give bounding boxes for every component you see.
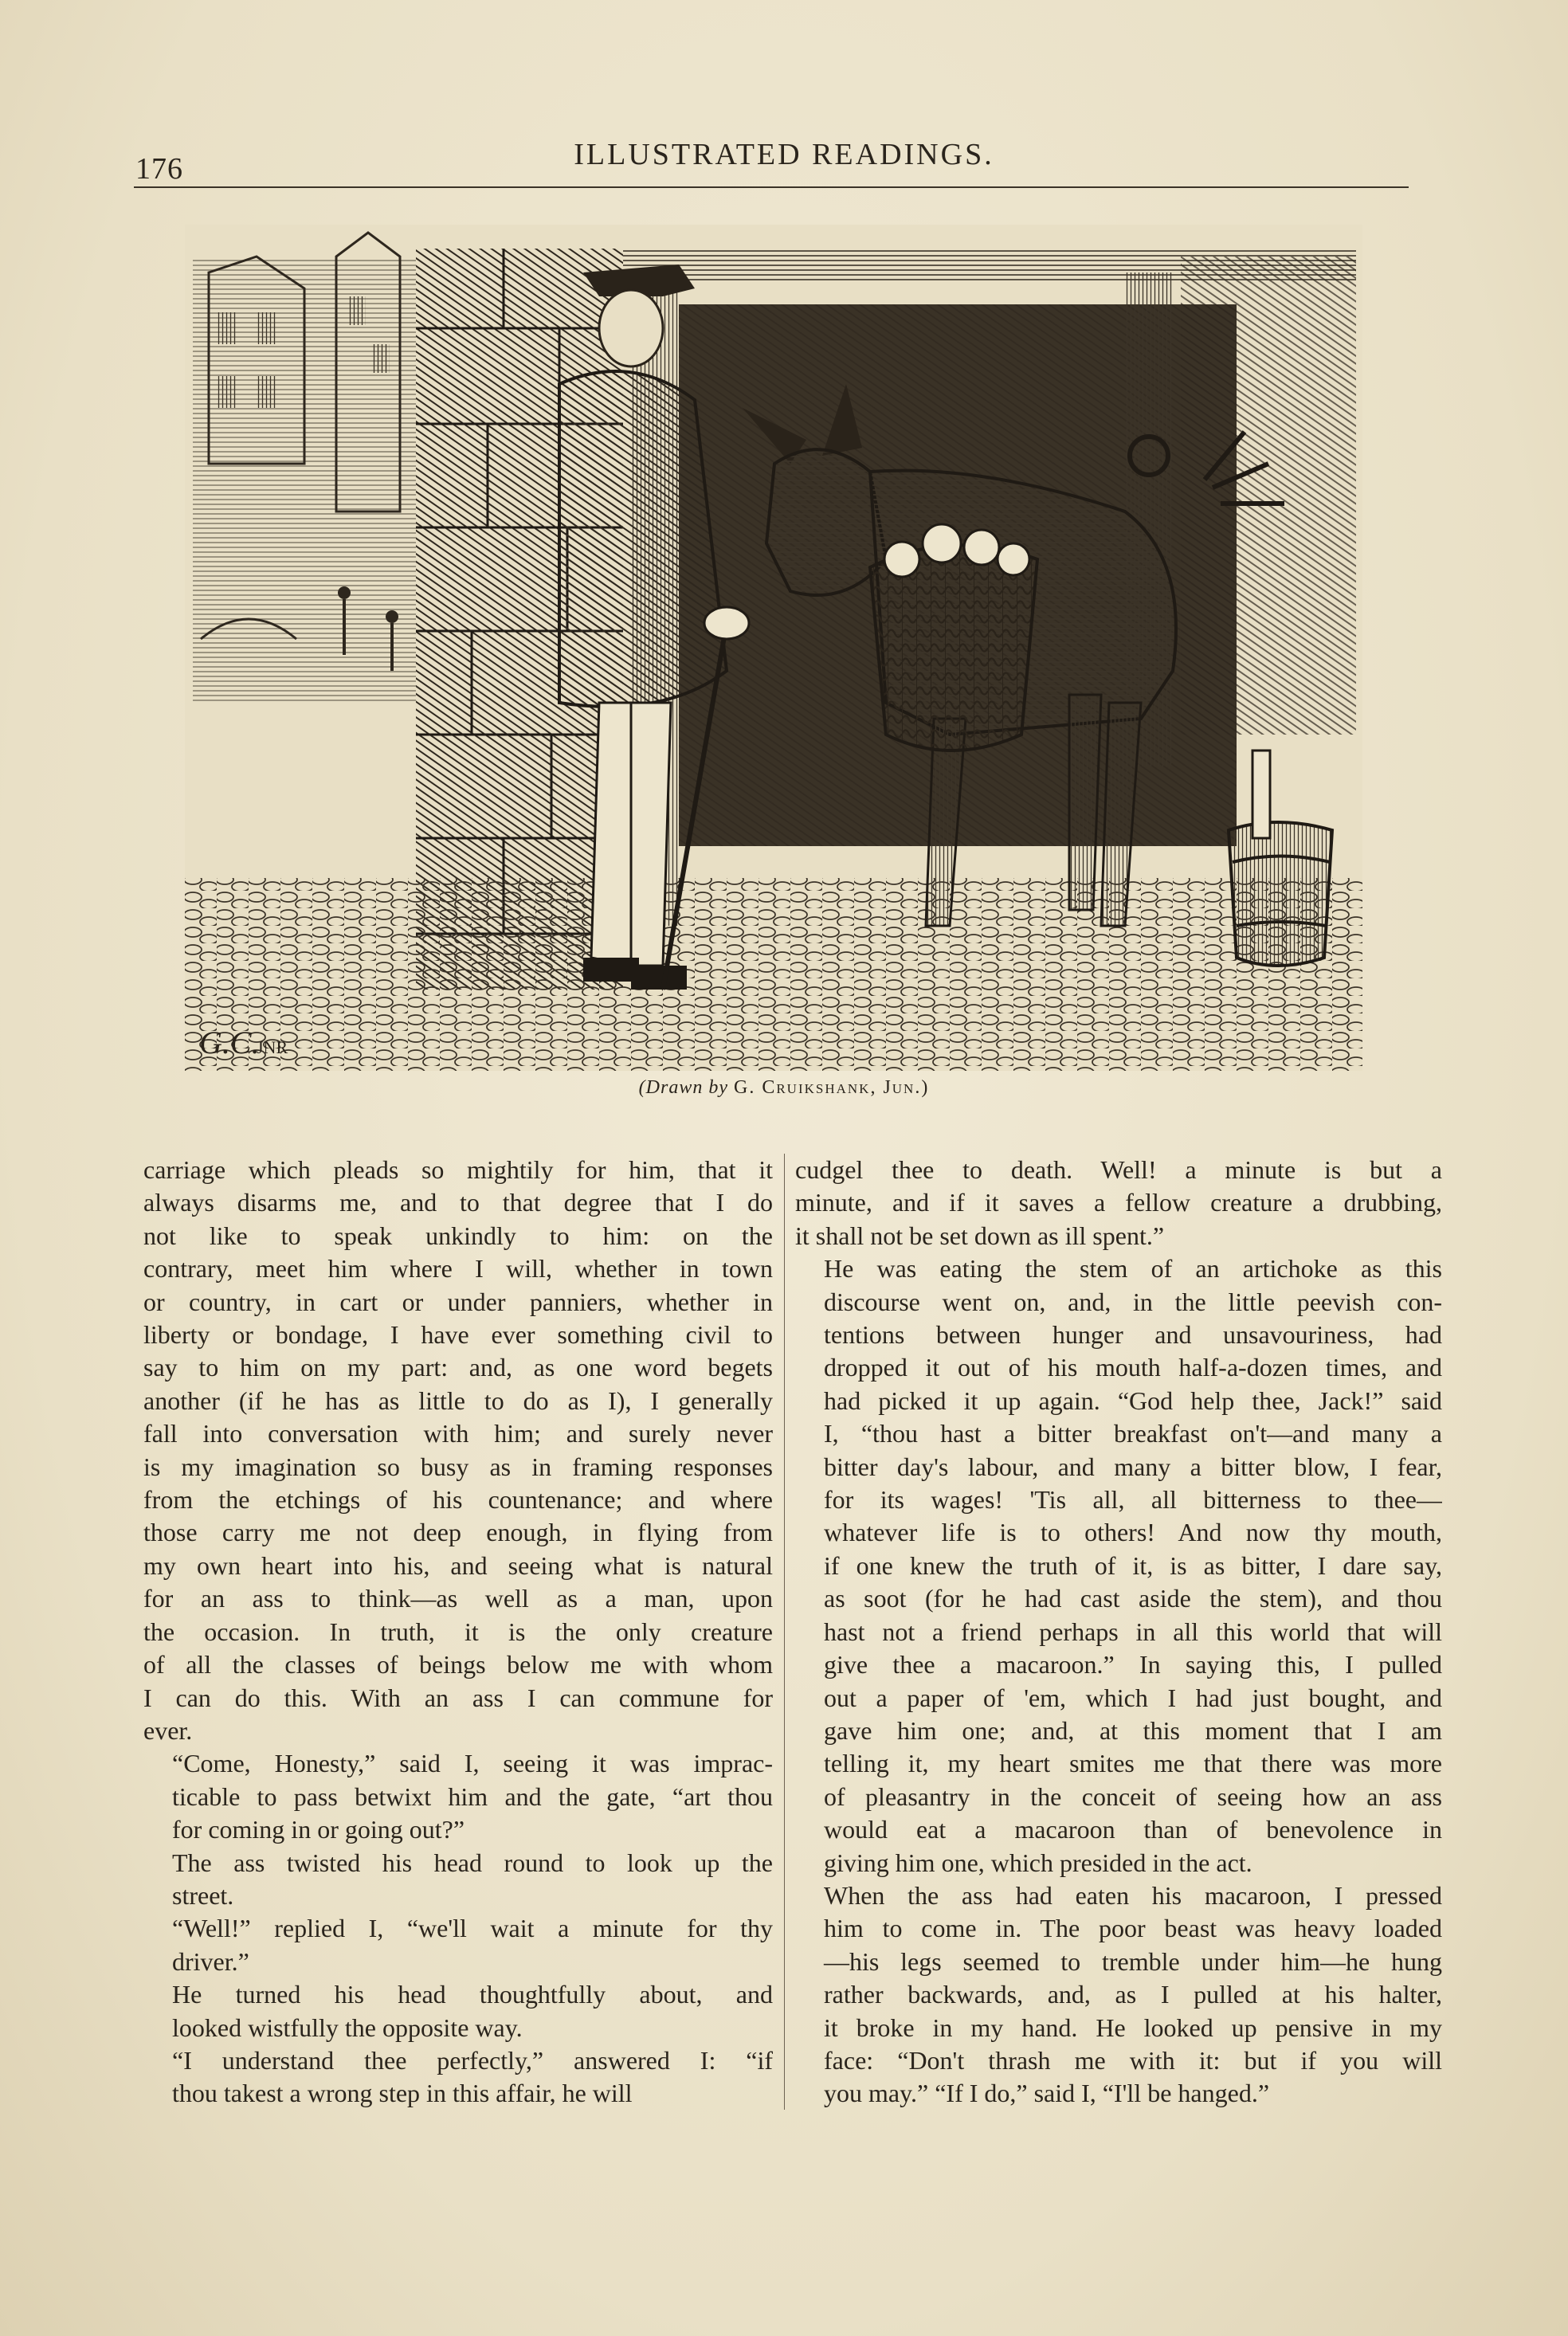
street-background bbox=[193, 233, 416, 703]
text-line: He turned his head thoughtfully about, and bbox=[172, 1980, 773, 2009]
text-line: carriage which pleads so mightily for him, that it bbox=[143, 1155, 773, 1184]
text-line: When the ass had eaten his macaroon, I pressed bbox=[824, 1880, 1442, 1910]
paragraph bbox=[795, 1154, 1442, 1252]
text-line: say to him on my part: and, as one word begets bbox=[143, 1353, 773, 1382]
text-line: from the etchings of his countenance; and where bbox=[143, 1485, 773, 1515]
paragraph bbox=[143, 1747, 773, 1846]
text-line: it shall not be set down as ill spent.” bbox=[795, 1221, 1165, 1250]
paragraph bbox=[143, 1978, 773, 2044]
text-line: the occasion. In truth, it is the only creature bbox=[143, 1617, 773, 1646]
text-line: those carry me not deep enough, in flying from bbox=[143, 1518, 773, 1547]
text-line: gave him one; and, at this moment that I am bbox=[824, 1715, 1442, 1745]
header-rule bbox=[134, 186, 1409, 188]
text-line: if one knew the truth of it, is as bitter, I dare say, bbox=[824, 1550, 1442, 1580]
text-line: is my imagination so busy as in framing responses bbox=[143, 1452, 773, 1481]
text-line: The ass twisted his head round to look up the bbox=[172, 1848, 773, 1877]
caption-prefix: (Drawn by bbox=[638, 1077, 728, 1098]
text-line: not like to speak unkindly to him: on the bbox=[143, 1221, 773, 1250]
paragraph bbox=[143, 2044, 773, 2111]
text-line: cudgel thee to death. Well! a minute is but a bbox=[795, 1155, 1442, 1184]
text-line: contrary, meet him where I will, whether in town bbox=[143, 1254, 773, 1284]
text-line: another (if he has as little to do as I), I generally bbox=[143, 1386, 773, 1415]
text-line: ticable to pass betwixt him and the gate, “art thou bbox=[172, 1781, 773, 1811]
illustration-caption bbox=[0, 1077, 1568, 1099]
text-line: discourse went on, and, in the little peevish con- bbox=[824, 1287, 1442, 1316]
text-line: looked wistfully the opposite way. bbox=[172, 2013, 523, 2042]
text-line: for its wages! 'Tis all, all bitterness to thee— bbox=[824, 1485, 1442, 1515]
text-line: my own heart into his, and seeing what is natural bbox=[143, 1550, 773, 1580]
text-line: for an ass to think—as well as a man, upon bbox=[143, 1584, 773, 1613]
paragraph bbox=[143, 1154, 773, 1747]
svg-text:G.C.: G.C. bbox=[199, 1025, 260, 1060]
text-line: you may.” “If I do,” said I, “I'll be hanged.” bbox=[824, 2079, 1270, 2108]
text-line: I, “thou hast a bitter breakfast on't—and many a bbox=[824, 1419, 1442, 1448]
text-line: of all the classes of beings below me with whom bbox=[143, 1650, 773, 1679]
text-line: hast not a friend perhaps in all this world that will bbox=[824, 1617, 1442, 1646]
running-title: ILLUSTRATED READINGS. bbox=[574, 138, 994, 171]
text-line: always disarms me, and to that degree that I do bbox=[143, 1188, 773, 1217]
text-line: tentions between hunger and unsavouriness, had bbox=[824, 1320, 1442, 1350]
caption-artist: G. Cruikshank, Jun.) bbox=[733, 1077, 930, 1098]
text-line: dropped it out of his mouth half-a-dozen times, and bbox=[824, 1353, 1442, 1382]
text-line: ever. bbox=[143, 1715, 193, 1745]
text-line: “Come, Honesty,” said I, seeing it was imprac- bbox=[172, 1749, 773, 1778]
paragraph bbox=[143, 1847, 773, 1913]
column-divider bbox=[784, 1154, 785, 2110]
text-line: whatever life is to others! And now thy mouth, bbox=[824, 1518, 1442, 1547]
page-number: 176 bbox=[135, 152, 183, 186]
text-line: or country, in cart or under panniers, whether in bbox=[143, 1287, 773, 1316]
text-line: as soot (for he had cast aside the stem), and thou bbox=[824, 1584, 1442, 1613]
text-line: rather backwards, and, as I pulled at his halter, bbox=[824, 1980, 1442, 2009]
text-line: thou takest a wrong step in this affair, he will bbox=[172, 2079, 633, 2108]
text-line: minute, and if it saves a fellow creature a drubbing, bbox=[795, 1188, 1442, 1217]
text-line: would eat a macaroon than of benevolence in bbox=[824, 1815, 1442, 1844]
text-line: “Well!” replied I, “we'll wait a minute for thy bbox=[172, 1914, 773, 1943]
text-line: bitter day's labour, and many a bitter blow, I fear, bbox=[824, 1452, 1442, 1481]
cobblestone-ground bbox=[185, 878, 1362, 1071]
text-line: I can do this. With an ass I can commune for bbox=[143, 1683, 773, 1712]
paragraph bbox=[795, 1252, 1442, 1879]
text-line: out a paper of 'em, which I had just bought, and bbox=[824, 1683, 1442, 1712]
svg-text:JNR: JNR bbox=[257, 1037, 288, 1057]
text-line: liberty or bondage, I have ever something civil to bbox=[143, 1320, 773, 1350]
text-line: “I understand thee perfectly,” answered I: “if bbox=[172, 2045, 773, 2075]
text-line: him to come in. The poor beast was heavy loaded bbox=[824, 1914, 1442, 1943]
text-line: street. bbox=[172, 1880, 234, 1910]
text-line: of pleasantry in the conceit of seeing how an ass bbox=[824, 1781, 1442, 1811]
paragraph bbox=[143, 1912, 773, 1978]
text-line: had picked it up again. “God help thee, Jack!” said bbox=[824, 1386, 1442, 1415]
text-line: He was eating the stem of an artichoke as this bbox=[824, 1254, 1442, 1284]
paragraph bbox=[795, 1879, 1442, 2111]
text-line: giving him one, which presided in the act. bbox=[824, 1848, 1252, 1877]
text-line: it broke in my hand. He looked up pensive in my bbox=[824, 2013, 1442, 2042]
text-line: for coming in or going out?” bbox=[172, 1815, 465, 1844]
text-line: telling it, my heart smites me that there was more bbox=[824, 1749, 1442, 1778]
text-line: driver.” bbox=[172, 1946, 249, 1976]
text-line: fall into conversation with him; and surely never bbox=[143, 1419, 773, 1448]
text-line: —his legs seemed to tremble under him—he hung bbox=[824, 1946, 1442, 1976]
text-line: give thee a macaroon.” In saying this, I pulled bbox=[824, 1650, 1442, 1679]
right-column bbox=[795, 1154, 1442, 2111]
engraving-illustration bbox=[185, 225, 1362, 1071]
left-column bbox=[143, 1154, 773, 2111]
text-line: face: “Don't thrash me with it: but if you will bbox=[824, 2045, 1442, 2075]
